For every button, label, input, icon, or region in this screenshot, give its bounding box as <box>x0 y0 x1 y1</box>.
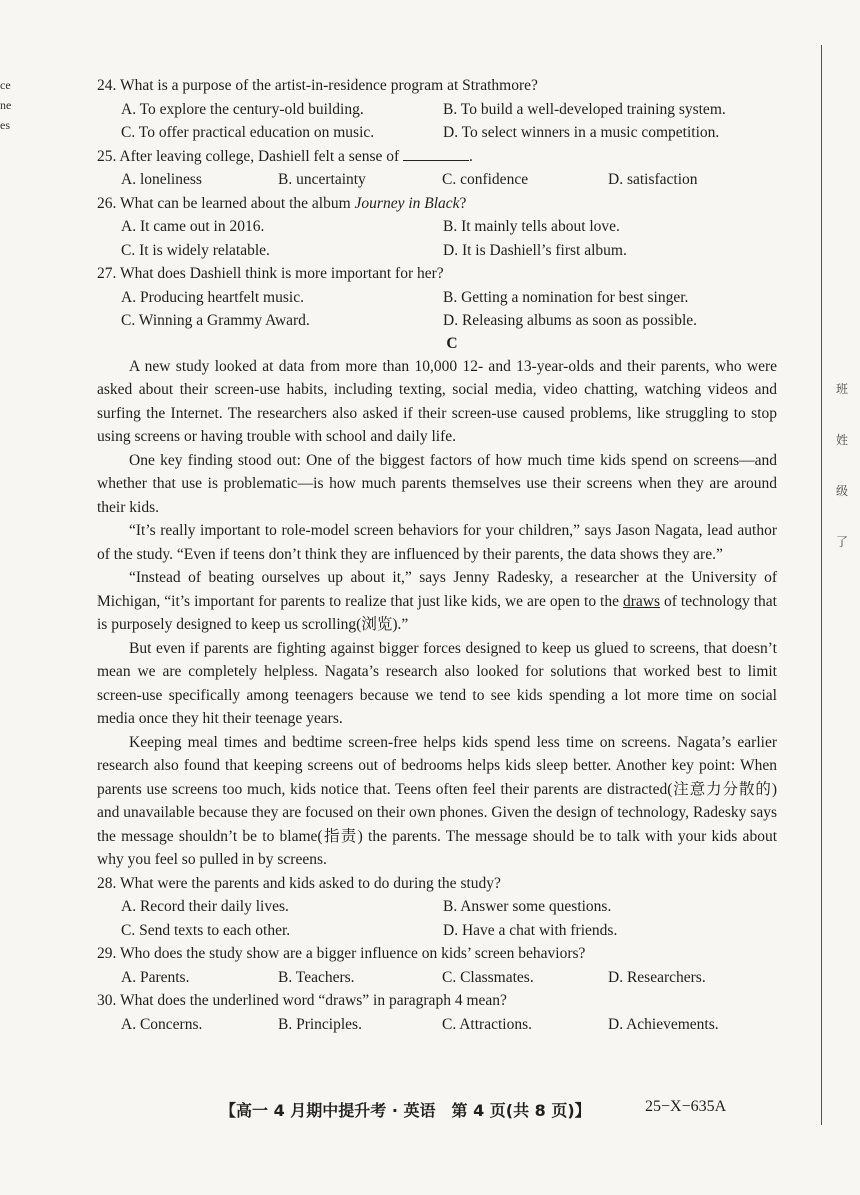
option-a: A. Producing heartfelt music. <box>121 288 304 306</box>
option-a: A. Parents. <box>121 968 190 986</box>
option-a: A. To explore the century-old building. <box>121 100 364 118</box>
question-26-stem <box>97 192 777 216</box>
option-c: C. To offer practical education on music. <box>121 124 375 141</box>
option-d: D. Researchers. <box>608 968 706 986</box>
option-b: B. It mainly tells about love. <box>443 218 620 235</box>
passage-paragraph-1: A new study looked at data from more than 10,000 12- and 13-year-olds and their parents, who were asked about their screen-use habits, including texting, social media, video chatting, watching videos and surfing the Internet. The researchers also asked if their screen-use caused problems, like struggling to stop using screens or having trouble with school and daily life. <box>97 357 777 445</box>
answer-blank <box>403 146 469 161</box>
option-d: D. satisfaction <box>608 171 698 188</box>
passage-paragraph-2: One key finding stood out: One of the biggest factors of how much time kids spend on screens—and whether that use is problematic—is how much parents themselves use their screens when they are around their kids. <box>97 451 777 516</box>
question-27-options <box>97 286 777 333</box>
option-d: D. It is Dashiell’s first album. <box>443 241 627 259</box>
stem-text: 26. What can be learned about the album <box>97 194 351 212</box>
option-b: B. Getting a nomination for best singer. <box>443 288 689 306</box>
option-a: A. Concerns. <box>121 1015 203 1033</box>
margin-label: 级 <box>835 484 848 498</box>
option-d: D. To select winners in a music competition. <box>443 124 720 141</box>
margin-label: 姓 <box>835 433 848 447</box>
option-c: C. Send texts to each other. <box>121 921 291 939</box>
option-a: A. loneliness <box>121 171 202 188</box>
option-d: D. Releasing albums as soon as possible. <box>443 312 698 329</box>
paragraph-text: of technology that is purposely designed to keep us scrolling(浏览).” <box>97 592 777 633</box>
option-d: D. Have a chat with friends. <box>443 921 618 939</box>
passage-paragraph-5: But even if parents are fighting against bigger forces designed to keep us glued to screens, that doesn’t mean we are completely helpless. Nagata’s research also looked for solutions that worked best to limit screen-use specifically among teenagers because we tend to see kids spending a lot more time on social media once they hit their teenage years. <box>97 639 777 727</box>
passage-paragraph-4 <box>97 566 777 637</box>
question-29-options <box>97 966 777 990</box>
margin-fragment: es <box>0 118 10 132</box>
right-margin-labels <box>832 380 852 584</box>
margin-label: 班 <box>835 382 848 396</box>
option-c: C. Attractions. <box>442 1015 532 1033</box>
margin-label: 了 <box>835 535 848 549</box>
option-c: C. Classmates. <box>442 968 534 986</box>
underlined-word: draws <box>622 592 661 610</box>
footer-code: 25−X−635A <box>645 1098 727 1115</box>
option-a: A. It came out in 2016. <box>121 218 265 235</box>
question-24-stem: 24. What is a purpose of the artist-in-residence program at Strathmore? <box>97 77 538 94</box>
passage-paragraph-6: Keeping meal times and bedtime screen-free helps kids spend less time on screens. Nagata’s earlier research also found that keeping screens out of bedrooms helps kids sleep better. Another key point: When parents use screens too much, kids notice that. Teens often feel their parents are distracted(注意力分散的) and unavailable because they are focused on their own phones. Given the design of technology, Radesky says the message shouldn’t be to blame(指责) the parents. The message should be to talk with your kids about why you feel so pulled in by screens. <box>97 733 777 868</box>
option-b: B. uncertainty <box>278 171 366 188</box>
page-footer <box>220 1098 780 1121</box>
question-25-stem <box>97 145 777 169</box>
margin-fragment: ne <box>0 98 12 112</box>
question-30-options <box>97 1013 777 1037</box>
footer-exam-info: 【高一 4 月期中提升考 · 英语 第 4 页(共 8 页)】 <box>220 1101 591 1120</box>
passage-paragraph-3: “It’s really important to role-model screen behaviors for your children,” says Jason Nagata, lead author of the study. “Even if teens don’t think they are influenced by their parents, the data shows they are.” <box>97 522 777 563</box>
question-27-stem: 27. What does Dashiell think is more important for her? <box>97 265 444 282</box>
option-b: B. Answer some questions. <box>443 898 612 915</box>
stem-text: 25. After leaving college, Dashiell felt a sense of <box>97 147 400 165</box>
option-b: B. Teachers. <box>278 968 355 986</box>
option-c: C. Winning a Grammy Award. <box>121 312 310 329</box>
left-margin-fragments <box>0 75 14 135</box>
question-25-options <box>97 168 777 192</box>
option-c: C. confidence <box>442 171 529 188</box>
option-b: B. Principles. <box>278 1015 362 1033</box>
stem-end: ? <box>459 194 467 212</box>
option-d: D. Achievements. <box>608 1015 719 1033</box>
margin-fragment: ce <box>0 78 11 92</box>
option-c: C. It is widely relatable. <box>121 241 270 259</box>
paragraph-text: “Instead of beating ourselves up about it,” says Jenny Radesky, a researcher at the University of Michigan, “it’s important for parents to realize that just like kids, we are open to the <box>97 569 777 610</box>
option-a: A. Record their daily lives. <box>121 898 289 915</box>
question-26-options <box>97 215 777 262</box>
option-b: B. To build a well-developed training system. <box>443 100 726 118</box>
stem-end: . <box>469 147 473 165</box>
question-29-stem: 29. Who does the study show are a bigger influence on kids’ screen behaviors? <box>97 945 586 962</box>
exam-content <box>97 74 777 1036</box>
question-30-stem: 30. What does the underlined word “draws” in paragraph 4 mean? <box>97 992 507 1009</box>
album-title: Journey in Black <box>354 194 460 212</box>
question-28-stem: 28. What were the parents and kids asked to do during the study? <box>97 874 501 892</box>
question-24-options <box>97 98 777 145</box>
section-heading: C <box>446 334 458 352</box>
binding-line <box>821 45 822 1125</box>
question-28-options <box>97 895 777 942</box>
